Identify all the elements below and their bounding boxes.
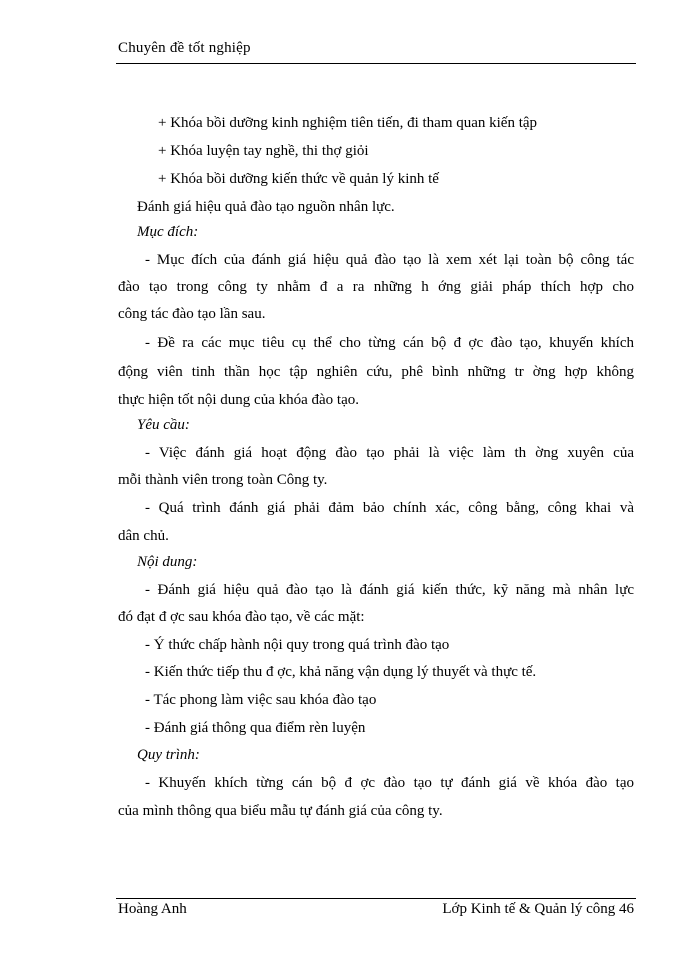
page-header-title: Chuyên đề tốt nghiệp	[118, 40, 251, 56]
subheading-quy-trinh: Quy trình:	[137, 747, 200, 763]
footer-class: Lớp Kinh tế & Quản lý công 46	[442, 901, 634, 917]
paragraph-line: - Quá trình đánh giá phải đảm bảo chính xác, công bằng, công khai và	[145, 500, 634, 516]
subheading-muc-dich: Mục đích:	[137, 224, 199, 240]
paragraph-line: của mình thông qua biểu mẫu tự đánh giá của công ty.	[118, 803, 443, 819]
paragraph-line: thực hiện tốt nội dung của khóa đào tạo.	[118, 392, 359, 408]
paragraph-line: - Đánh giá hiệu quả đào tạo là đánh giá kiến thức, kỹ năng mà nhân lực	[145, 582, 634, 598]
paragraph-line: đó đạt đ ợc sau khóa đào tạo, về các mặt:	[118, 609, 365, 625]
paragraph-line: đào tạo trong công ty nhằm đ a ra những h ớng giải pháp thích hợp cho	[118, 279, 634, 295]
paragraph-line: dân chủ.	[118, 528, 169, 544]
paragraph-line: - Việc đánh giá hoạt động đào tạo phải là việc làm th ờng xuyên của	[145, 445, 634, 461]
footer-divider	[116, 898, 636, 899]
section-heading: Đánh giá hiệu quả đào tạo nguồn nhân lực.	[137, 199, 395, 215]
paragraph-line: công tác đào tạo lần sau.	[118, 306, 266, 322]
list-item: - Ý thức chấp hành nội quy trong quá trình đào tạo	[145, 637, 450, 653]
paragraph-line: mỗi thành viên trong toàn Công ty.	[118, 472, 328, 488]
list-item: - Tác phong làm việc sau khóa đào tạo	[145, 692, 377, 708]
paragraph-line: - Khuyến khích từng cán bộ đ ợc đào tạo tự đánh giá về khóa đào tạo	[145, 775, 634, 791]
bullet-line: + Khóa bồi dưỡng kinh nghiệm tiên tiến, đi tham quan kiến tập	[158, 115, 538, 131]
footer-author: Hoàng Anh	[118, 901, 187, 917]
bullet-line: + Khóa luyện tay nghề, thi thợ giỏi	[158, 143, 369, 159]
paragraph-line: động viên tinh thần học tập nghiên cứu, phê bình những tr ờng hợp không	[118, 364, 634, 380]
bullet-line: + Khóa bồi dưỡng kiến thức về quản lý kinh tế	[158, 171, 439, 187]
paragraph-line: - Mục đích của đánh giá hiệu quả đào tạo là xem xét lại toàn bộ công tác	[145, 252, 634, 268]
paragraph-line: - Đề ra các mục tiêu cụ thể cho từng cán bộ đ ợc đào tạo, khuyến khích	[145, 335, 634, 351]
subheading-noi-dung: Nội dung:	[137, 554, 198, 570]
list-item: - Kiến thức tiếp thu đ ợc, khả năng vận dụng lý thuyết và thực tế.	[145, 664, 537, 680]
subheading-yeu-cau: Yêu cầu:	[137, 417, 190, 433]
list-item: - Đánh giá thông qua điểm rèn luyện	[145, 720, 366, 736]
